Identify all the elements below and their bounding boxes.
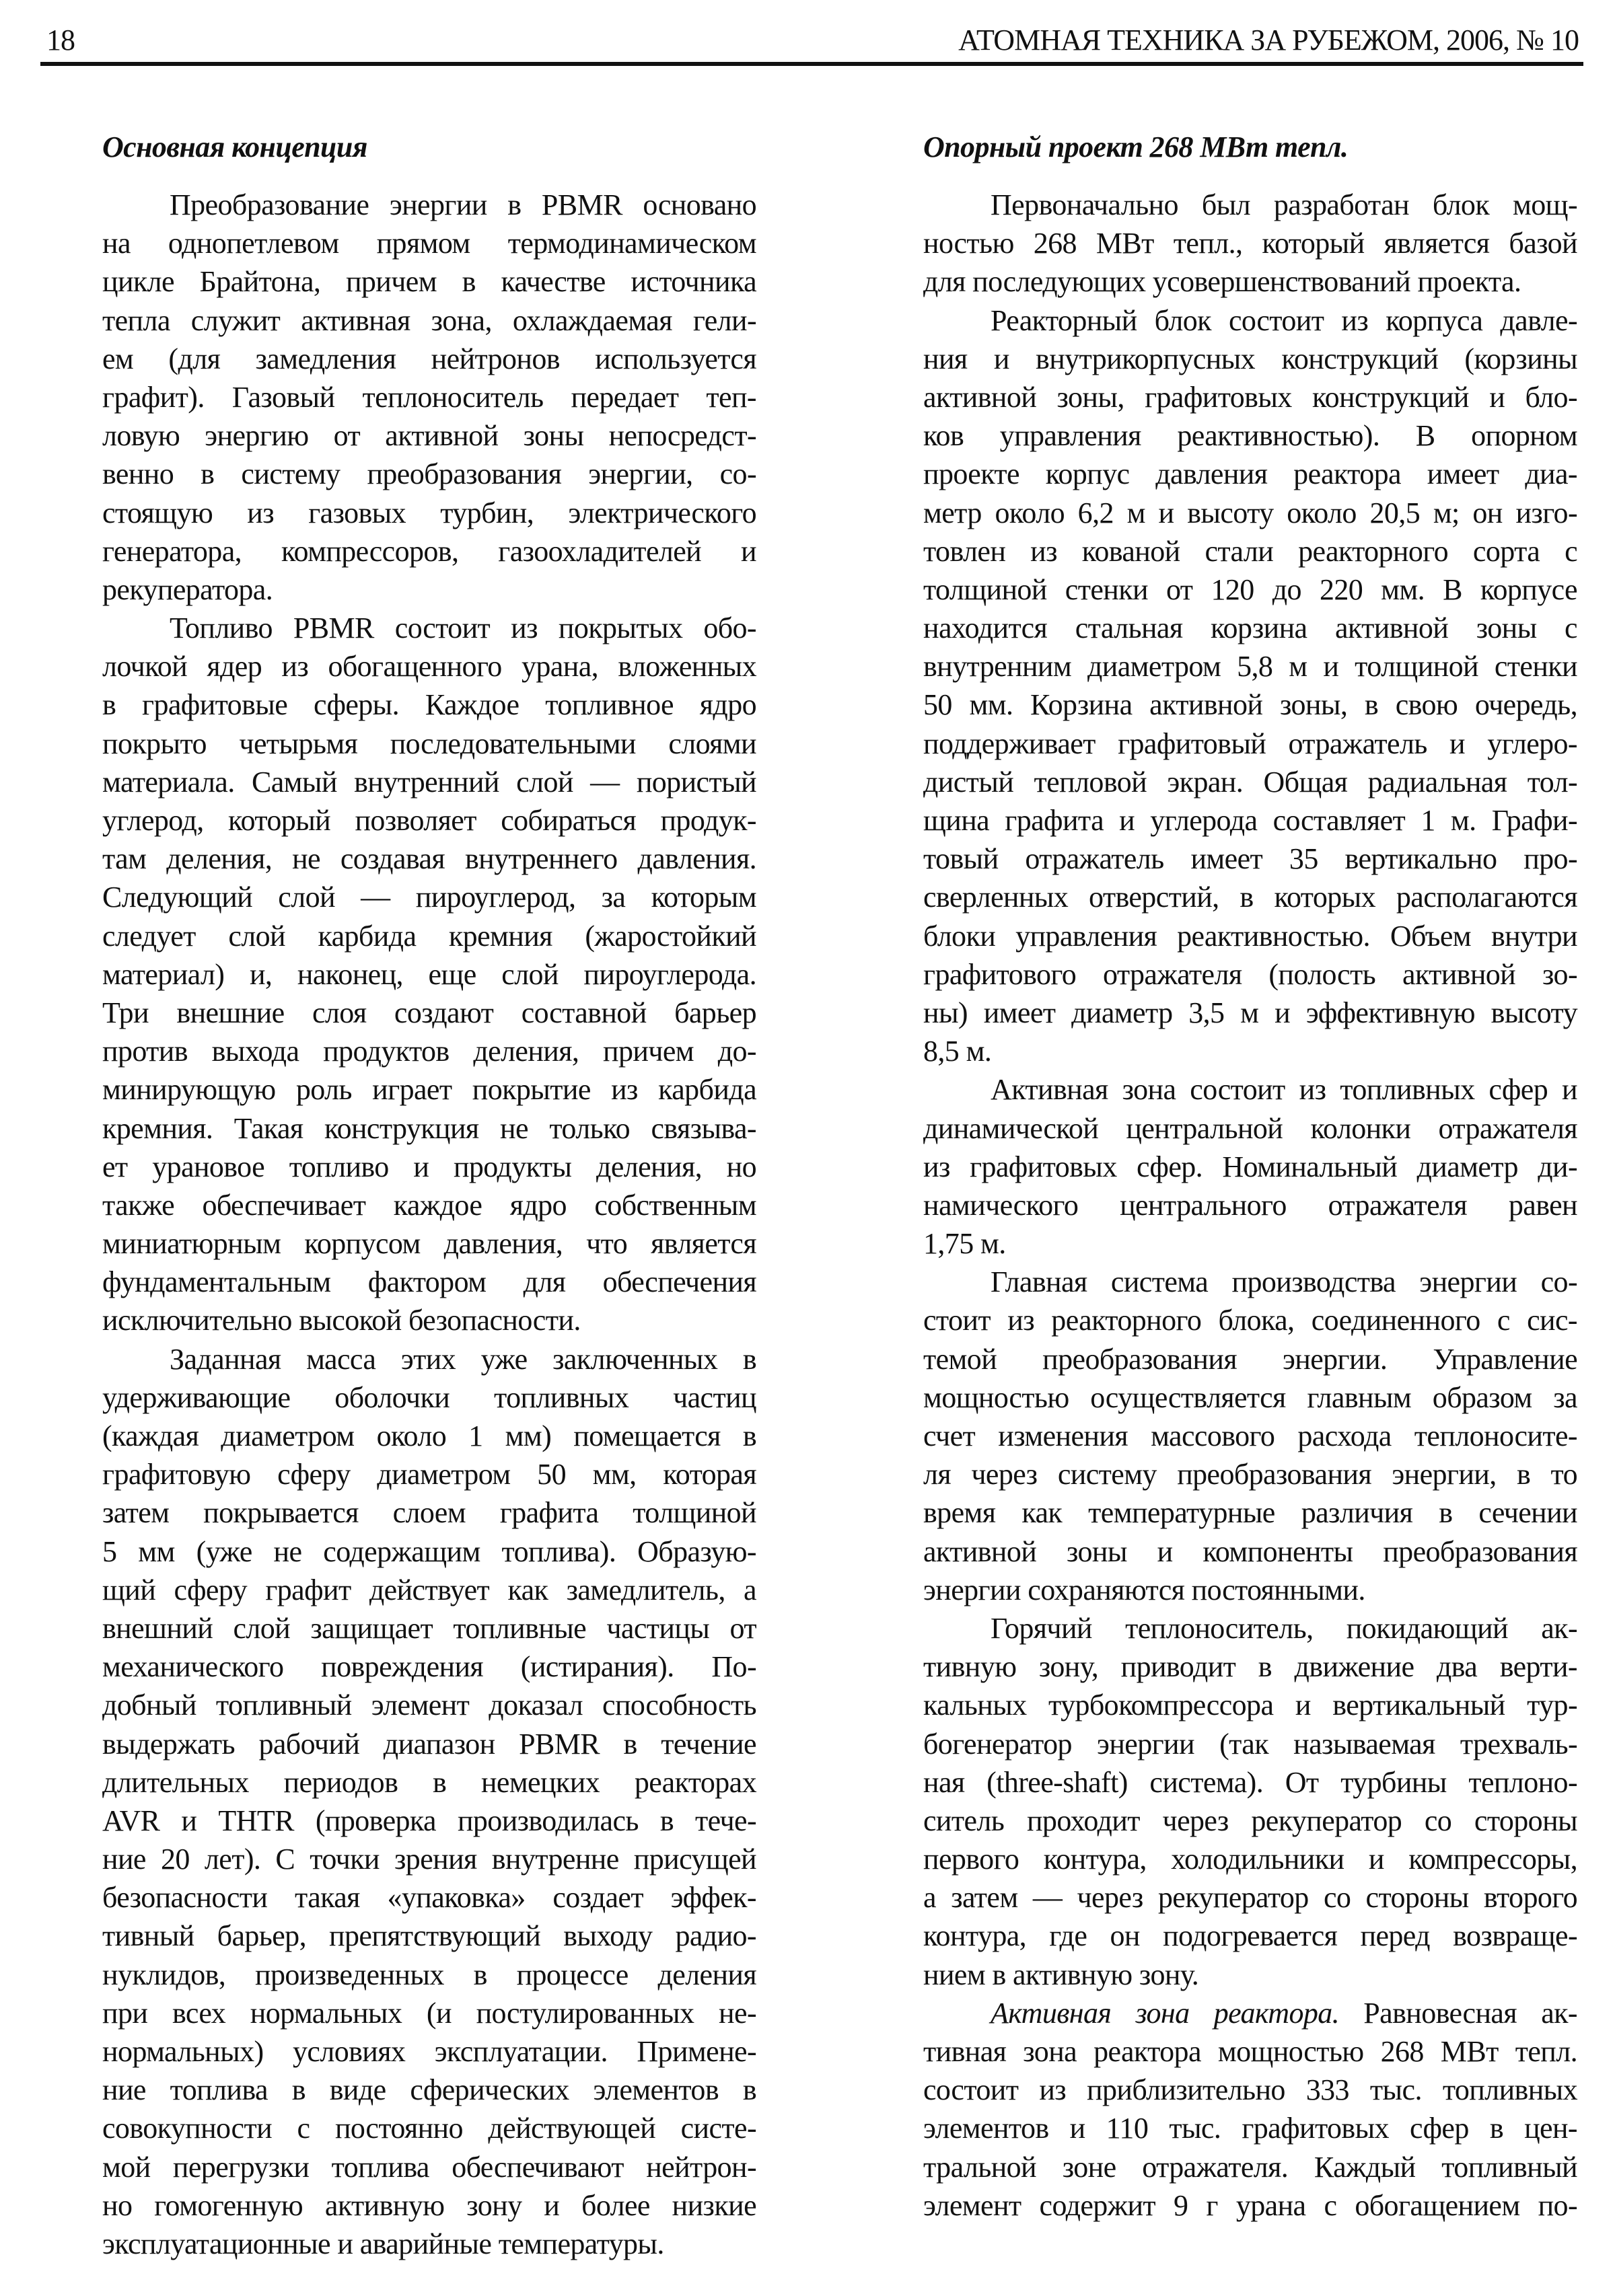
text-line: на однопетлевом прямом термодинамическом	[102, 227, 756, 260]
text-line: для последующих усовершенствований проекта.	[923, 265, 1521, 299]
paragraph	[102, 186, 756, 609]
paragraph	[102, 609, 756, 1340]
text-line: нормальных) условиях эксплуатации. Примене-	[102, 2035, 756, 2068]
text-line: 8,5 м.	[923, 1035, 992, 1068]
text-line: миниатюрным корпусом давления, что является	[102, 1227, 756, 1261]
text-line: тивный барьер, препятствующий выходу радио-	[102, 1919, 756, 1953]
text-line: ния и внутрикорпусных конструкций (корзины	[923, 342, 1577, 375]
text-line: кремния. Такая конструкция не только связыва-	[102, 1111, 756, 1145]
text-line: венно в систему преобразования энергии, со-	[102, 457, 756, 491]
page-number: 18	[46, 24, 75, 57]
text-line: ние топлива в виде сферических элементов в	[102, 2073, 756, 2107]
text-line: исключительно высокой безопасности.	[102, 1304, 581, 1337]
text-line: стоит из реакторного блока, соединенного с сис-	[923, 1304, 1577, 1337]
text-line: следует слой карбида кремния (жаростойкий	[102, 919, 756, 953]
text-line: (каждая диаметром около 1 мм) помещается в	[102, 1419, 756, 1452]
text-line: первого контура, холодильники и компрессоры,	[923, 1843, 1577, 1876]
text-line: длительных периодов в немецких реакторах	[102, 1765, 756, 1799]
text-line: нуклидов, произведенных в процессе деления	[102, 1958, 756, 1991]
text-line: безопасности такая «упаковка» создает эффек-	[102, 1881, 756, 1915]
text-line: рекуператора.	[102, 572, 273, 606]
text-line: выдержать рабочий диапазон PBMR в течение	[102, 1727, 756, 1761]
text-line: ситель проходит через рекуператор со стороны	[923, 1804, 1577, 1837]
text-line: цикле Брайтона, причем в качестве источника	[102, 265, 756, 299]
text-line: против выхода продуктов деления, причем до-	[102, 1035, 756, 1068]
text-line: добный топливный элемент доказал способность	[102, 1689, 756, 1722]
text-line: богенератор энергии (так называемая трехваль-	[923, 1727, 1577, 1761]
text-line: Реакторный блок состоит из корпуса давле-	[991, 303, 1577, 337]
text-line: кальных турбокомпрессора и вертикальный тур-	[923, 1689, 1577, 1722]
paragraph	[923, 1994, 1577, 2225]
text-line: внешний слой защищает топливные частицы от	[102, 1611, 756, 1645]
text-line: Первоначально был разработан блок мощ-	[991, 188, 1577, 221]
text-line: темой преобразования энергии. Управление	[923, 1342, 1577, 1376]
text-line: материал) и, наконец, еще слой пироуглерода.	[102, 957, 756, 991]
journal-title: АТОМНАЯ ТЕХНИКА ЗА РУБЕЖОМ, 2006, № 10	[958, 24, 1579, 57]
text-line: при всех нормальных (и постулированных не-	[102, 1996, 756, 2030]
text-line: ловую энергию от активной зоны непосредст-	[102, 419, 756, 453]
text-line: а затем — через рекуператор со стороны второго	[923, 1881, 1577, 1915]
section-heading: Основная концепция	[102, 131, 367, 163]
text-line: Главная система производства энергии со-	[991, 1265, 1577, 1299]
text-line: поддерживает графитовый отражатель и углеро-	[923, 727, 1577, 760]
paragraph	[923, 301, 1577, 1071]
text-line: счет изменения массового расхода теплоносите-	[923, 1419, 1577, 1452]
text-line: дистый тепловой экран. Общая радиальная тол-	[923, 765, 1577, 799]
text-line: Следующий слой — пироуглерод, за которым	[102, 881, 756, 914]
text-line: лочкой ядер из обогащенного урана, вложенных	[102, 650, 756, 683]
text-line: находится стальная корзина активной зоны с	[923, 612, 1577, 645]
text-line: время как температурные различия в сечении	[923, 1496, 1577, 1530]
paragraph	[923, 1070, 1577, 1263]
text-line: намического центрального отражателя равен	[923, 1188, 1577, 1222]
text-line: генератора, компрессоров, газоохладителей и	[102, 534, 756, 568]
text-line: тивная зона реактора мощностью 268 МВт тепл.	[923, 2035, 1577, 2068]
run-in-heading: Активная зона реактора.	[991, 1996, 1340, 2030]
text-line: блоки управления реактивностью. Объем внутри	[923, 919, 1577, 953]
text-line: материала. Самый внутренний слой — пористый	[102, 765, 756, 799]
text-line: нием в активную зону.	[923, 1958, 1199, 1991]
text-line: внутренним диаметром 5,8 м и толщиной стенки	[923, 650, 1577, 683]
text-line: ны) имеет диаметр 3,5 м и эффективную высоту	[923, 996, 1577, 1029]
text-line: контура, где он подогревается перед возвраще-	[923, 1919, 1577, 1953]
text-line: также обеспечивает каждое ядро собственным	[102, 1188, 756, 1222]
text-line: элемент содержит 9 г урана с обогащением по-	[923, 2188, 1577, 2222]
text-line: щий сферу графит действует как замедлитель, а	[102, 1573, 756, 1606]
text-line: ностью 268 МВт тепл., который является базой	[923, 227, 1577, 260]
text-line: энергии сохраняются постоянными.	[923, 1573, 1365, 1606]
text-line: ет урановое топливо и продукты деления, но	[102, 1150, 756, 1183]
text-line: механического повреждения (истирания). По-	[102, 1650, 756, 1684]
paragraph	[102, 1340, 756, 2264]
text-line: Топливо PBMR состоит из покрытых обо-	[170, 612, 756, 645]
text-line: затем покрывается слоем графита толщиной	[102, 1496, 756, 1530]
text-line: мощностью осуществляется главным образом за	[923, 1380, 1577, 1414]
text-line: углерод, который позволяет собираться продук-	[102, 804, 756, 837]
text-line: Горячий теплоноситель, покидающий ак-	[991, 1611, 1577, 1645]
text-line: сверленных отверстий, в которых располагаются	[923, 881, 1577, 914]
text-line: ля через систему преобразования энергии, в то	[923, 1458, 1577, 1491]
text-line: тральной зоне отражателя. Каждый топливный	[923, 2150, 1577, 2184]
text-line: 50 мм. Корзина активной зоны, в свою очередь,	[923, 688, 1577, 722]
text-line: проекте корпус давления реактора имеет диа-	[923, 457, 1577, 491]
text-line: покрыто четырьмя последовательными слоями	[102, 727, 756, 760]
text-line: Преобразование энергии в PBMR основано	[170, 188, 756, 221]
text-line: Активная зона состоит из топливных сфер и	[991, 1073, 1577, 1107]
text-line: товлен из кованой стали реакторного сорта с	[923, 534, 1577, 568]
text-line: минирующую роль играет покрытие из карбида	[102, 1073, 756, 1107]
text-line: метр около 6,2 м и высоту около 20,5 м; он изго-	[923, 496, 1577, 529]
text-line: щина графита и углерода составляет 1 м. Графи-	[923, 804, 1577, 837]
text-line: толщиной стенки от 120 до 220 мм. В корпусе	[923, 572, 1577, 606]
text-line: графитовую сферу диаметром 50 мм, которая	[102, 1458, 756, 1491]
text-line: ем (для замедления нейтронов используется	[102, 342, 756, 375]
right-column	[923, 128, 1577, 2225]
text-line: активной зоны и компоненты преобразования	[923, 1534, 1577, 1568]
text-line: фундаментальным фактором для обеспечения	[102, 1265, 756, 1299]
text-line: тепла служит активная зона, охлаждаемая гели-	[102, 303, 756, 337]
section-heading: Опорный проект 268 МВт тепл.	[923, 131, 1349, 163]
paragraph	[923, 1609, 1577, 1994]
paragraph	[923, 1263, 1577, 1609]
paragraph	[923, 186, 1577, 301]
text-line: товый отражатель имеет 35 вертикально про-	[923, 842, 1577, 876]
text-line: совокупности с постоянно действующей систе-	[102, 2112, 756, 2145]
text-line: удерживающие оболочки топливных частиц	[102, 1380, 756, 1414]
text-line: ков управления реактивностью). В опорном	[923, 419, 1577, 453]
text-line: элементов и 110 тыс. графитовых сфер в цен-	[923, 2112, 1577, 2145]
text-line: динамической центральной колонки отражателя	[923, 1111, 1577, 1145]
header-rule	[40, 62, 1583, 66]
text-line: состоит из приблизительно 333 тыс. топливных	[923, 2073, 1577, 2107]
text-line: там деления, не создавая внутреннего давления.	[102, 842, 756, 876]
text-line: мой перегрузки топлива обеспечивают нейтрон-	[102, 2150, 756, 2184]
text-line: графит). Газовый теплоноситель передает теп-	[102, 380, 756, 414]
left-column	[102, 128, 756, 2263]
text-line: тивную зону, приводит в движение два верти-	[923, 1650, 1577, 1684]
text-line: Заданная масса этих уже заключенных в	[170, 1342, 756, 1376]
text-line: но гомогенную активную зону и более низкие	[102, 2188, 756, 2222]
text-line: графитового отражателя (полость активной зо-	[923, 957, 1577, 991]
text-line: ная (three-shaft) система). От турбины теплоно-	[923, 1765, 1577, 1799]
text-line: 1,75 м.	[923, 1227, 1006, 1261]
text-run: Равновесная ак-	[1363, 1996, 1577, 2030]
text-line: ние 20 лет). С точки зрения внутренне присущей	[102, 1843, 756, 1876]
text-line	[923, 1994, 1577, 2032]
text-line: стоящую из газовых турбин, электрического	[102, 496, 756, 529]
text-line: 5 мм (уже не содержащим топлива). Образую-	[102, 1534, 756, 1568]
text-line: Три внешние слоя создают составной барьер	[102, 996, 756, 1029]
text-line: эксплуатационные и аварийные температуры.	[102, 2227, 664, 2260]
text-line: активной зоны, графитовых конструкций и бло-	[923, 380, 1577, 414]
text-line: в графитовые сферы. Каждое топливное ядро	[102, 688, 756, 722]
text-line: AVR и THTR (проверка производилась в тече-	[102, 1804, 756, 1837]
text-line: из графитовых сфер. Номинальный диаметр ди-	[923, 1150, 1577, 1183]
